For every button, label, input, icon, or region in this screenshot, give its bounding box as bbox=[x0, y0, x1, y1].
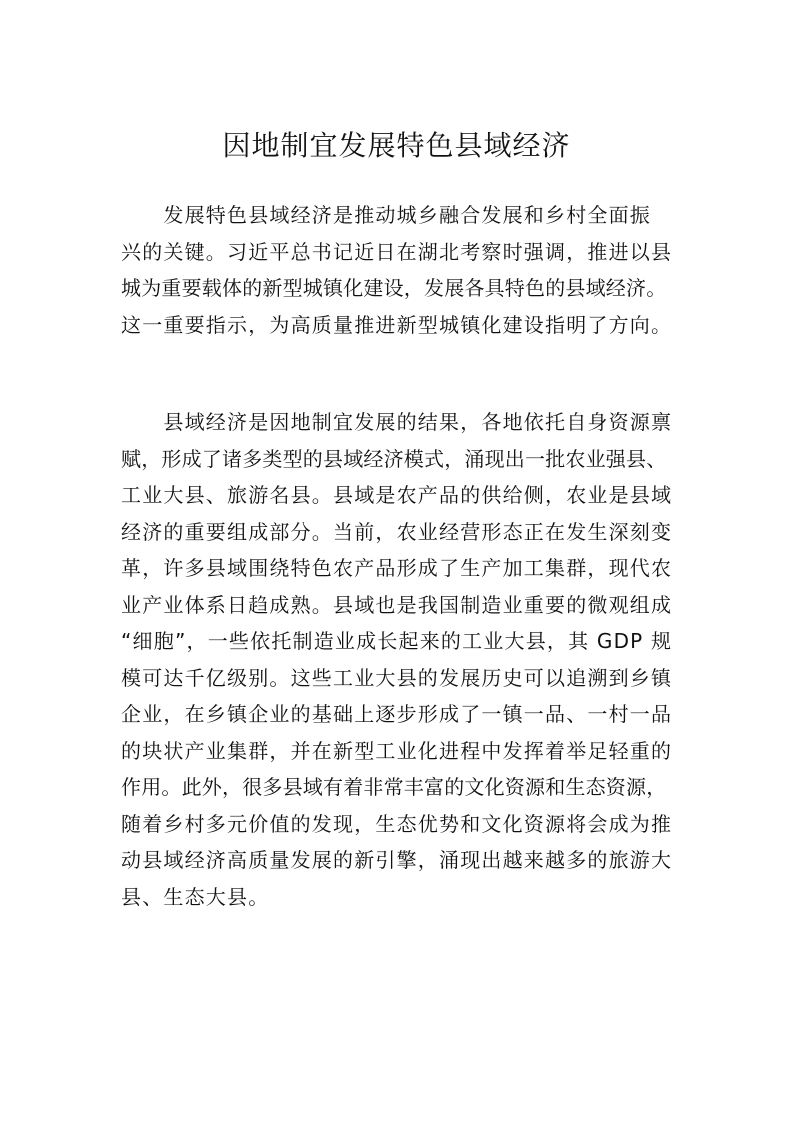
paragraph-2 bbox=[121, 404, 681, 915]
paragraph-line: 县域经济是因地制宜发展的结果，各地依托自身资源禀 bbox=[121, 410, 673, 434]
paragraph-line: 发展特色县域经济是推动城乡融合发展和乡村全面振 bbox=[121, 203, 651, 227]
paragraph-line: 城为重要载体的新型城镇化建设，发展各具特色的县域经济。 bbox=[121, 276, 667, 300]
paragraph-line: 随着乡村多元价值的发现，生态优势和文化资源将会成为推 bbox=[121, 811, 673, 836]
paragraph-1 bbox=[121, 197, 681, 343]
paragraph-line: 模可达千亿级别。这些工业大县的发展历史可以追溯到乡镇 bbox=[121, 665, 673, 690]
paragraph-line: 企业，在乡镇企业的基础上逐步形成了一镇一品、一村一品 bbox=[121, 702, 673, 726]
paragraph-line: 动县域经济高质量发展的新引擎，涌现出越来越多的旅游大 bbox=[121, 848, 673, 872]
paragraph-line: 赋，形成了诸多类型的县域经济模式，涌现出一批农业强县、 bbox=[121, 446, 667, 471]
paragraph-line: 县、生态大县。 bbox=[121, 884, 270, 909]
paragraph-line: 的块状产业集群，并在新型工业化进程中发挥着举足轻重的 bbox=[121, 738, 673, 763]
paragraph-line: 工业大县、旅游名县。县域是农产品的供给侧，农业是县域 bbox=[121, 483, 673, 507]
paragraph-line: “细胞”，一些依托制造业成长起来的工业大县，其 GDP 规 bbox=[121, 629, 673, 653]
document-title: 因地制宜发展特色县域经济 bbox=[222, 129, 571, 162]
paragraph-line: 作用。此外，很多县域有着非常丰富的文化资源和生态资源， bbox=[121, 775, 667, 799]
paragraph-line: 兴的关键。习近平总书记近日在湖北考察时强调，推进以县 bbox=[121, 239, 673, 264]
paragraph-line: 业产业体系日趋成熟。县域也是我国制造业重要的微观组成 bbox=[121, 592, 673, 617]
paragraph-line: 革，许多县域围绕特色农产品形成了生产加工集群，现代农 bbox=[121, 556, 673, 580]
paragraph-line: 这一重要指示，为高质量推进新型城镇化建设指明了方向。 bbox=[121, 312, 673, 337]
paragraph-line: 经济的重要组成部分。当前，农业经营形态正在发生深刻变 bbox=[121, 519, 673, 544]
